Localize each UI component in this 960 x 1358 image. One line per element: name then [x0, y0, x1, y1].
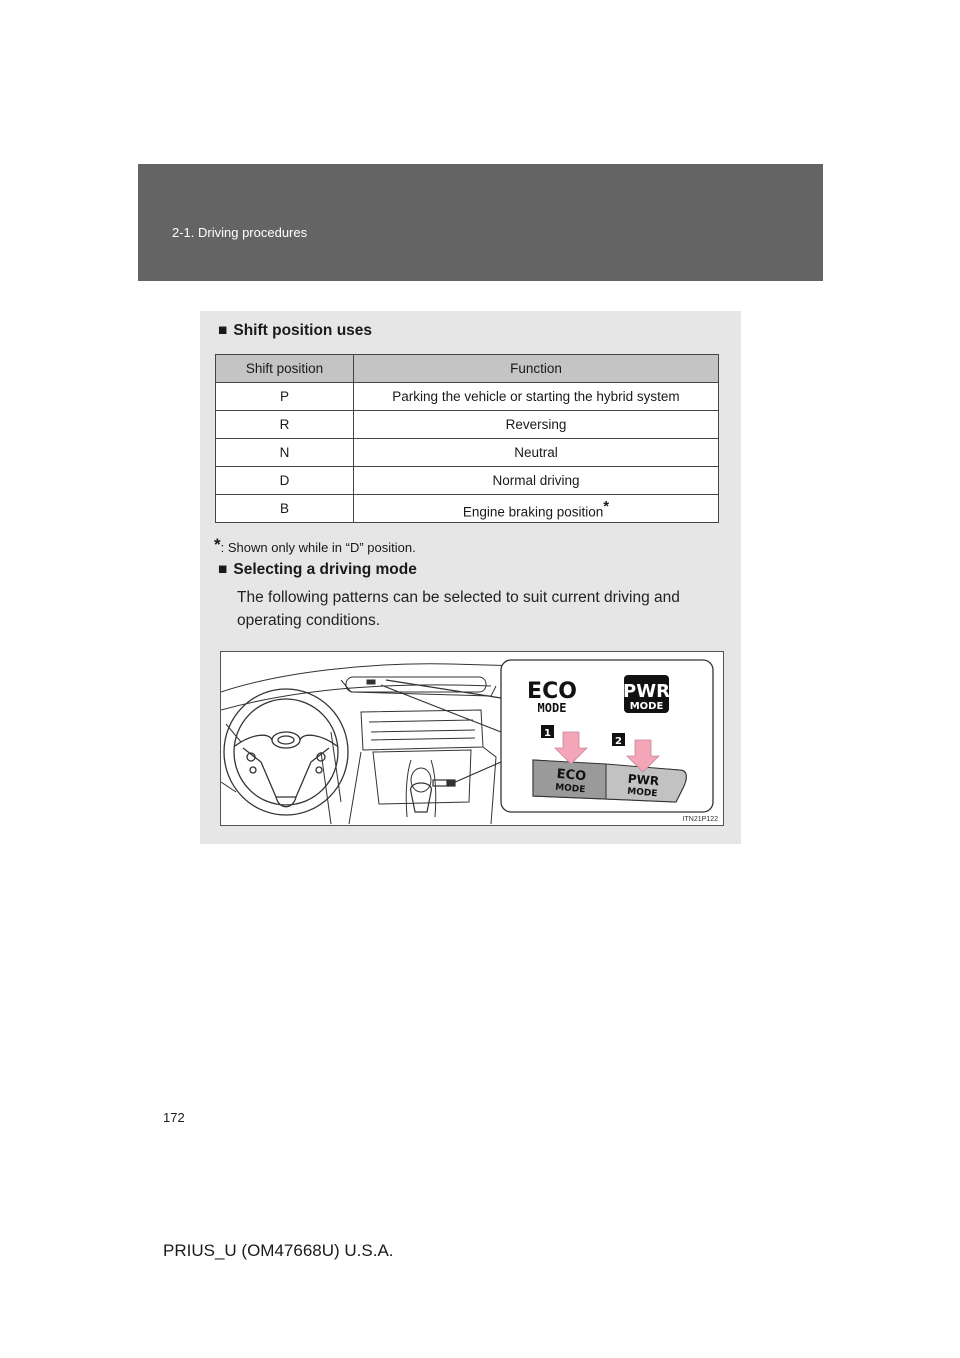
pwr-switch-text: PWR: [627, 771, 660, 789]
pwr-indicator-text: PWR: [623, 681, 670, 702]
function-cell: Parking the vehicle or starting the hybrid system: [354, 383, 719, 411]
column-header-function: Function: [354, 355, 719, 383]
header-band: [138, 164, 823, 281]
eco-indicator-text: ECO: [527, 679, 577, 704]
content-panel: [200, 311, 741, 844]
driving-mode-illustration: [220, 651, 724, 826]
function-cell: Reversing: [354, 411, 719, 439]
eco-indicator-mode-text: MODE: [537, 701, 567, 715]
pwr-indicator-mode-text: MODE: [629, 701, 664, 712]
callout-1-icon: [541, 725, 554, 739]
shift-position-cell: D: [216, 467, 354, 495]
steering-wheel-icon: [224, 689, 348, 815]
document-footer: PRIUS_U (OM47668U) U.S.A.: [163, 1241, 394, 1260]
driving-mode-heading: [218, 561, 417, 579]
footnote-mark: *: [603, 497, 610, 515]
table-row: [216, 467, 719, 495]
section-title: 2-1. Driving procedures: [172, 225, 308, 240]
pwr-switch-mode-text: MODE: [626, 786, 658, 800]
table-row: [216, 495, 719, 523]
shift-heading-text: Shift position uses: [233, 322, 373, 339]
eco-switch-text: ECO: [556, 766, 587, 785]
footnote-star: *: [214, 535, 221, 554]
table-header-row: [216, 355, 719, 383]
shift-position-cell: B: [216, 495, 354, 523]
table-row: [216, 439, 719, 467]
pwr-mode-indicator-icon: [623, 675, 670, 713]
shift-position-heading: [218, 322, 372, 340]
table-row: [216, 411, 719, 439]
square-bullet-icon: ■: [218, 561, 228, 578]
page-number: 172: [163, 1110, 185, 1125]
footnote: [214, 535, 416, 555]
shift-knob-icon: [411, 780, 455, 812]
shift-position-cell: N: [216, 439, 354, 467]
function-cell: Neutral: [354, 439, 719, 467]
shift-position-cell: P: [216, 383, 354, 411]
shift-position-table: [215, 354, 719, 523]
callout-1-text: 1: [544, 728, 551, 739]
driving-mode-heading-text: Selecting a driving mode: [233, 561, 417, 578]
figure-code: ITN21P122: [682, 816, 718, 823]
table-row: [216, 383, 719, 411]
driving-mode-description: The following patterns can be selected to suit current driving and operating conditions.: [237, 589, 680, 629]
callout-2-icon: [612, 733, 625, 747]
dashboard-line-art: [221, 664, 521, 824]
function-cell: [354, 495, 719, 523]
function-cell: Normal driving: [354, 467, 719, 495]
column-header-shift-position: Shift position: [216, 355, 354, 383]
callout-2-text: 2: [615, 736, 622, 747]
footnote-text: : Shown only while in “D” position.: [220, 540, 416, 555]
function-text: Engine braking position: [462, 504, 604, 520]
eco-switch-mode-text: MODE: [554, 782, 586, 796]
shift-position-cell: R: [216, 411, 354, 439]
square-bullet-icon: ■: [218, 322, 228, 339]
